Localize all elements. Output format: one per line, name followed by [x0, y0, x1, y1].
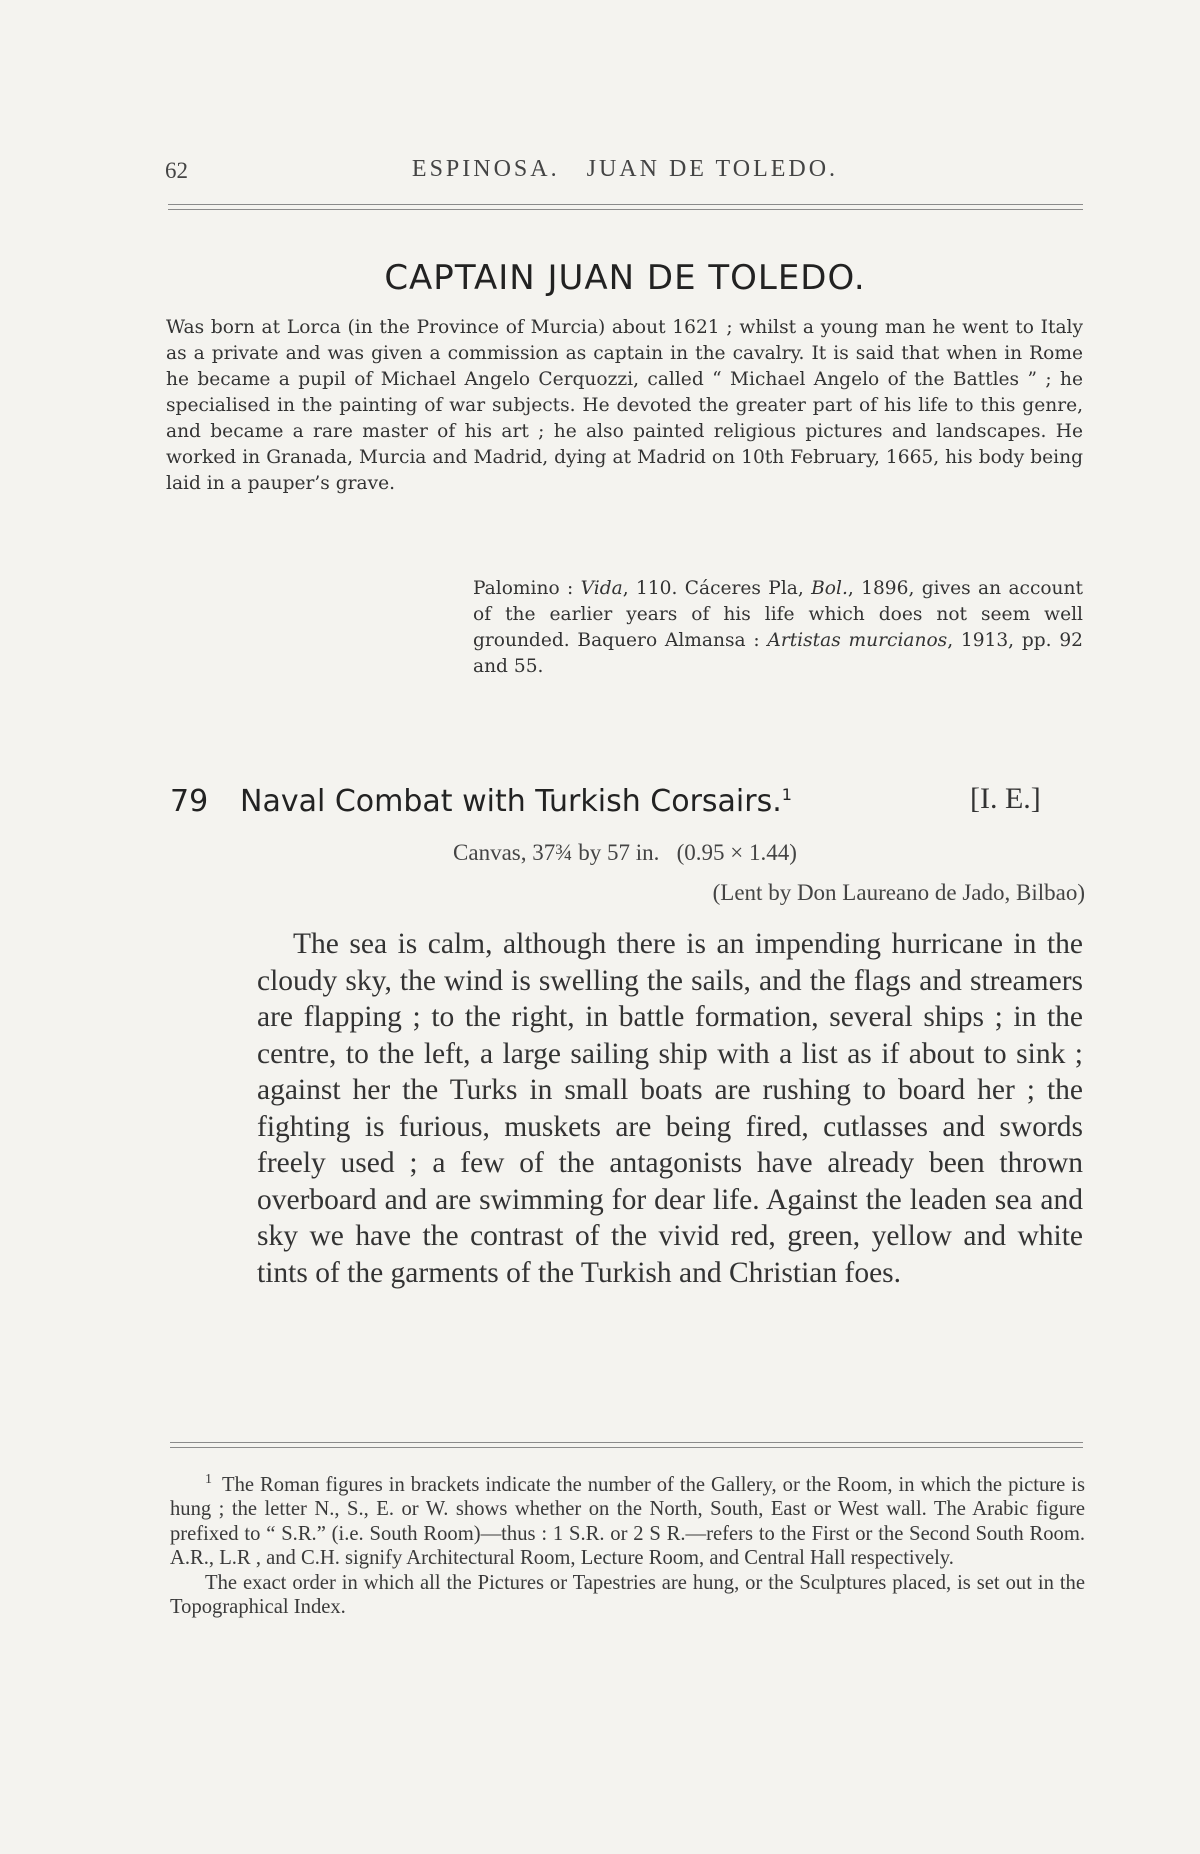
running-title: ESPINOSA. JUAN DE TOLEDO.	[411, 156, 839, 182]
running-head	[165, 150, 1085, 190]
gallery-reference: [I. E.]	[970, 782, 1041, 815]
painting-description: The sea is calm, although there is an impending hurricane in the cloudy sky, the wind is swelling the sails, and the flags and streamers are flapping ; to the right, in battle formation, several ships ; in the centre, to the left, a large sailing ship with a list as if about to sink ; against her the Turks in small boats are rushing to board her ; the fighting is furious, muskets are being fired, cutlasses and swords freely used ; a few of the antagonists have already been thrown overboard and are swimming for dear life. Against the leaden sea and sky we have the contrast of the vivid red, green, yellow and white tints of the garments of the Turkish and Christian foes.	[257, 928, 1083, 1289]
canvas-dimensions: Canvas, 37¾ by 57 in. (0.95 × 1.44)	[453, 840, 797, 865]
section-title: CAPTAIN JUAN DE TOLEDO.	[384, 258, 866, 298]
bibliography-reference	[473, 576, 1083, 680]
ref-work-artistas: Artistas murcianos	[767, 630, 948, 651]
footnote-1-text: The Roman figures in brackets indicate the number of the Gallery, or the Room, in which the picture is hung ; the letter N., S., E. or W. shows whether on the North, South, East or West wall. The Arabic figure prefixed to “ S.R.” (i.e. South Room)—thus : 1 S.R. or 2 S R.—refers to the First or the Second South Room. A.R., L.R , and C.H. signify Architectural Room, Lecture Room, and Central Hall respectively.	[170, 1473, 1085, 1570]
ref-text-4: , 1913, pp. 92 and 55.	[473, 630, 1083, 677]
ref-text-2: , 110. Cáceres Pla,	[622, 578, 812, 599]
entry-title-text: Naval Combat with Turkish Corsairs.	[240, 784, 782, 819]
artist-biography: Was born at Lorca (in the Province of Murcia) about 1621 ; whilst a young man he went to Italy as a private and was given a commission as captain in the cavalry. It is said that when in Rome he became a pupil of Michael Angelo Cerquozzi, called “ Michael Angelo of the Battles ” ; he specialised in the painting of war subjects. He devoted the greater part of his life to this genre, and became a rare master of his art ; he also painted religious pictures and landscapes. He worked in Granada, Murcia and Madrid, dying at Madrid on 10th February, 1665, his body being laid in a pauper’s grave.	[166, 317, 1083, 494]
footnote-rule-top	[170, 1442, 1083, 1443]
footnote-2: The exact order in which all the Pictures or Tapestries are hung, or the Sculptures placed, is set out in the Topographical Index.	[170, 1571, 1085, 1619]
catalogue-entry-heading	[170, 780, 1090, 824]
ref-text-3: , 1896, gives an account of the earlier years of his life which does not seem well grounded. Baquero Almansa :	[473, 578, 1083, 651]
ref-text-1: Palomino :	[473, 578, 581, 599]
lender-credit: (Lent by Don Laureano de Jado, Bilbao)	[712, 880, 1085, 905]
entry-title	[240, 784, 792, 819]
page-number: 62	[165, 158, 188, 183]
header-rule-top	[168, 204, 1083, 205]
header-rule-bottom	[168, 209, 1083, 210]
footnote-marker: 1	[781, 785, 792, 804]
ref-work-vida: Vida	[580, 578, 623, 599]
footnotes	[170, 1468, 1085, 1620]
footnote-rule-bottom	[170, 1447, 1083, 1448]
ref-work-bol: Bol.	[811, 578, 848, 599]
entry-number: 79	[170, 784, 209, 819]
footnote-1-marker: 1	[205, 1472, 212, 1487]
footnote-1	[170, 1468, 1085, 1571]
